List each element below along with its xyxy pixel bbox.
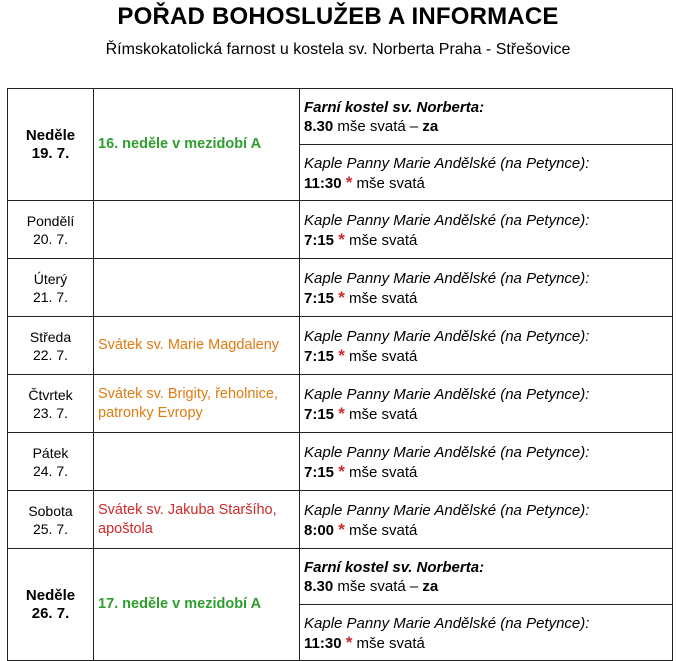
day-cell <box>8 259 94 317</box>
service-cell <box>300 259 673 317</box>
table-row <box>8 433 673 491</box>
service-time: 11:30 <box>304 634 342 652</box>
star-icon: * <box>345 172 353 192</box>
service-time: 11:30 <box>304 174 342 192</box>
service-time: 8.30 <box>304 118 334 135</box>
star-icon: * <box>338 461 345 481</box>
day-date: 24. 7. <box>32 462 69 479</box>
feast-cell: Svátek sv. Marie Magdaleny <box>94 317 300 375</box>
service-text: mše svatá <box>349 231 418 249</box>
service-text: mše svatá <box>349 347 418 365</box>
service-cell <box>300 375 673 433</box>
day-cell <box>8 433 94 491</box>
day-cell <box>8 317 94 375</box>
star-icon: * <box>338 519 345 539</box>
feast-cell: 17. neděle v mezidobí A <box>94 549 300 661</box>
day-cell <box>8 491 94 549</box>
feast-cell <box>94 259 300 317</box>
table-row <box>8 491 673 549</box>
service-tail: za <box>422 118 439 135</box>
table-row <box>8 259 673 317</box>
star-icon: * <box>338 403 345 423</box>
service-cell <box>300 89 673 145</box>
day-cell <box>8 201 94 259</box>
service-place: Kaple Panny Marie Andělské (na Petynce): <box>304 327 590 345</box>
service-text: mše svatá <box>349 289 418 307</box>
day-name: Středa <box>29 328 72 345</box>
service-place: Kaple Panny Marie Andělské (na Petynce): <box>304 154 590 172</box>
service-place: Kaple Panny Marie Andělské (na Petynce): <box>304 211 590 229</box>
service-place: Kaple Panny Marie Andělské (na Petynce): <box>304 269 590 287</box>
service-text: mše svatá – <box>337 118 423 135</box>
table-row <box>8 375 673 433</box>
feast-cell: Svátek sv. Brigity, řeholnice, patronky Evropy <box>94 375 300 433</box>
service-text: mše svatá <box>349 405 418 423</box>
service-text: mše svatá <box>356 174 425 192</box>
service-cell <box>300 145 673 201</box>
service-time: 8:00 <box>304 521 335 539</box>
page-title: POŘAD BOHOSLUŽEB A INFORMACE <box>117 3 559 30</box>
schedule-table <box>7 88 673 661</box>
service-tail: za <box>422 578 439 595</box>
day-cell <box>8 89 94 201</box>
table-row <box>8 549 673 605</box>
service-place: Farní kostel sv. Norberta: <box>304 99 485 116</box>
star-icon: * <box>338 229 345 249</box>
service-cell <box>300 491 673 549</box>
day-date: 21. 7. <box>32 288 69 305</box>
service-cell <box>300 317 673 375</box>
day-date: 26. 7. <box>31 604 70 622</box>
day-date: 22. 7. <box>32 346 69 363</box>
service-cell <box>300 605 673 661</box>
service-text: mše svatá <box>349 521 418 539</box>
service-cell <box>300 549 673 605</box>
service-text: mše svatá <box>356 634 425 652</box>
day-date: 20. 7. <box>32 230 69 247</box>
service-time: 7:15 <box>304 231 335 249</box>
table-row <box>8 89 673 145</box>
service-cell <box>300 201 673 259</box>
service-text: mše svatá <box>349 463 418 481</box>
service-time: 7:15 <box>304 289 335 307</box>
service-place: Kaple Panny Marie Andělské (na Petynce): <box>304 614 590 632</box>
table-row <box>8 317 673 375</box>
star-icon: * <box>338 287 345 307</box>
day-date: 25. 7. <box>32 520 69 537</box>
service-time: 8.30 <box>304 578 334 595</box>
day-name: Čtvrtek <box>28 386 73 403</box>
day-date: 19. 7. <box>31 144 70 162</box>
day-date: 23. 7. <box>32 404 69 421</box>
day-cell <box>8 375 94 433</box>
service-cell <box>300 433 673 491</box>
feast-cell <box>94 433 300 491</box>
service-place: Kaple Panny Marie Andělské (na Petynce): <box>304 443 590 461</box>
service-time: 7:15 <box>304 405 335 423</box>
service-place: Kaple Panny Marie Andělské (na Petynce): <box>304 501 590 519</box>
day-name: Neděle <box>25 126 76 144</box>
star-icon: * <box>338 345 345 365</box>
day-name: Pondělí <box>26 212 75 229</box>
star-icon: * <box>345 632 353 652</box>
feast-cell: 16. neděle v mezidobí A <box>94 89 300 201</box>
service-text: mše svatá – <box>337 578 423 595</box>
feast-cell <box>94 201 300 259</box>
service-place: Farní kostel sv. Norberta: <box>304 559 485 576</box>
page-subtitle: Římskokatolická farnost u kostela sv. Norberta Praha - Střešovice <box>105 41 571 58</box>
day-cell <box>8 549 94 661</box>
service-time: 7:15 <box>304 463 335 481</box>
service-time: 7:15 <box>304 347 335 365</box>
day-name: Pátek <box>32 444 69 461</box>
day-name: Sobota <box>28 502 73 519</box>
service-place: Kaple Panny Marie Andělské (na Petynce): <box>304 385 590 403</box>
feast-cell: Svátek sv. Jakuba Staršího, apoštola <box>94 491 300 549</box>
day-name: Úterý <box>33 270 68 287</box>
table-row <box>8 201 673 259</box>
day-name: Neděle <box>25 586 76 604</box>
